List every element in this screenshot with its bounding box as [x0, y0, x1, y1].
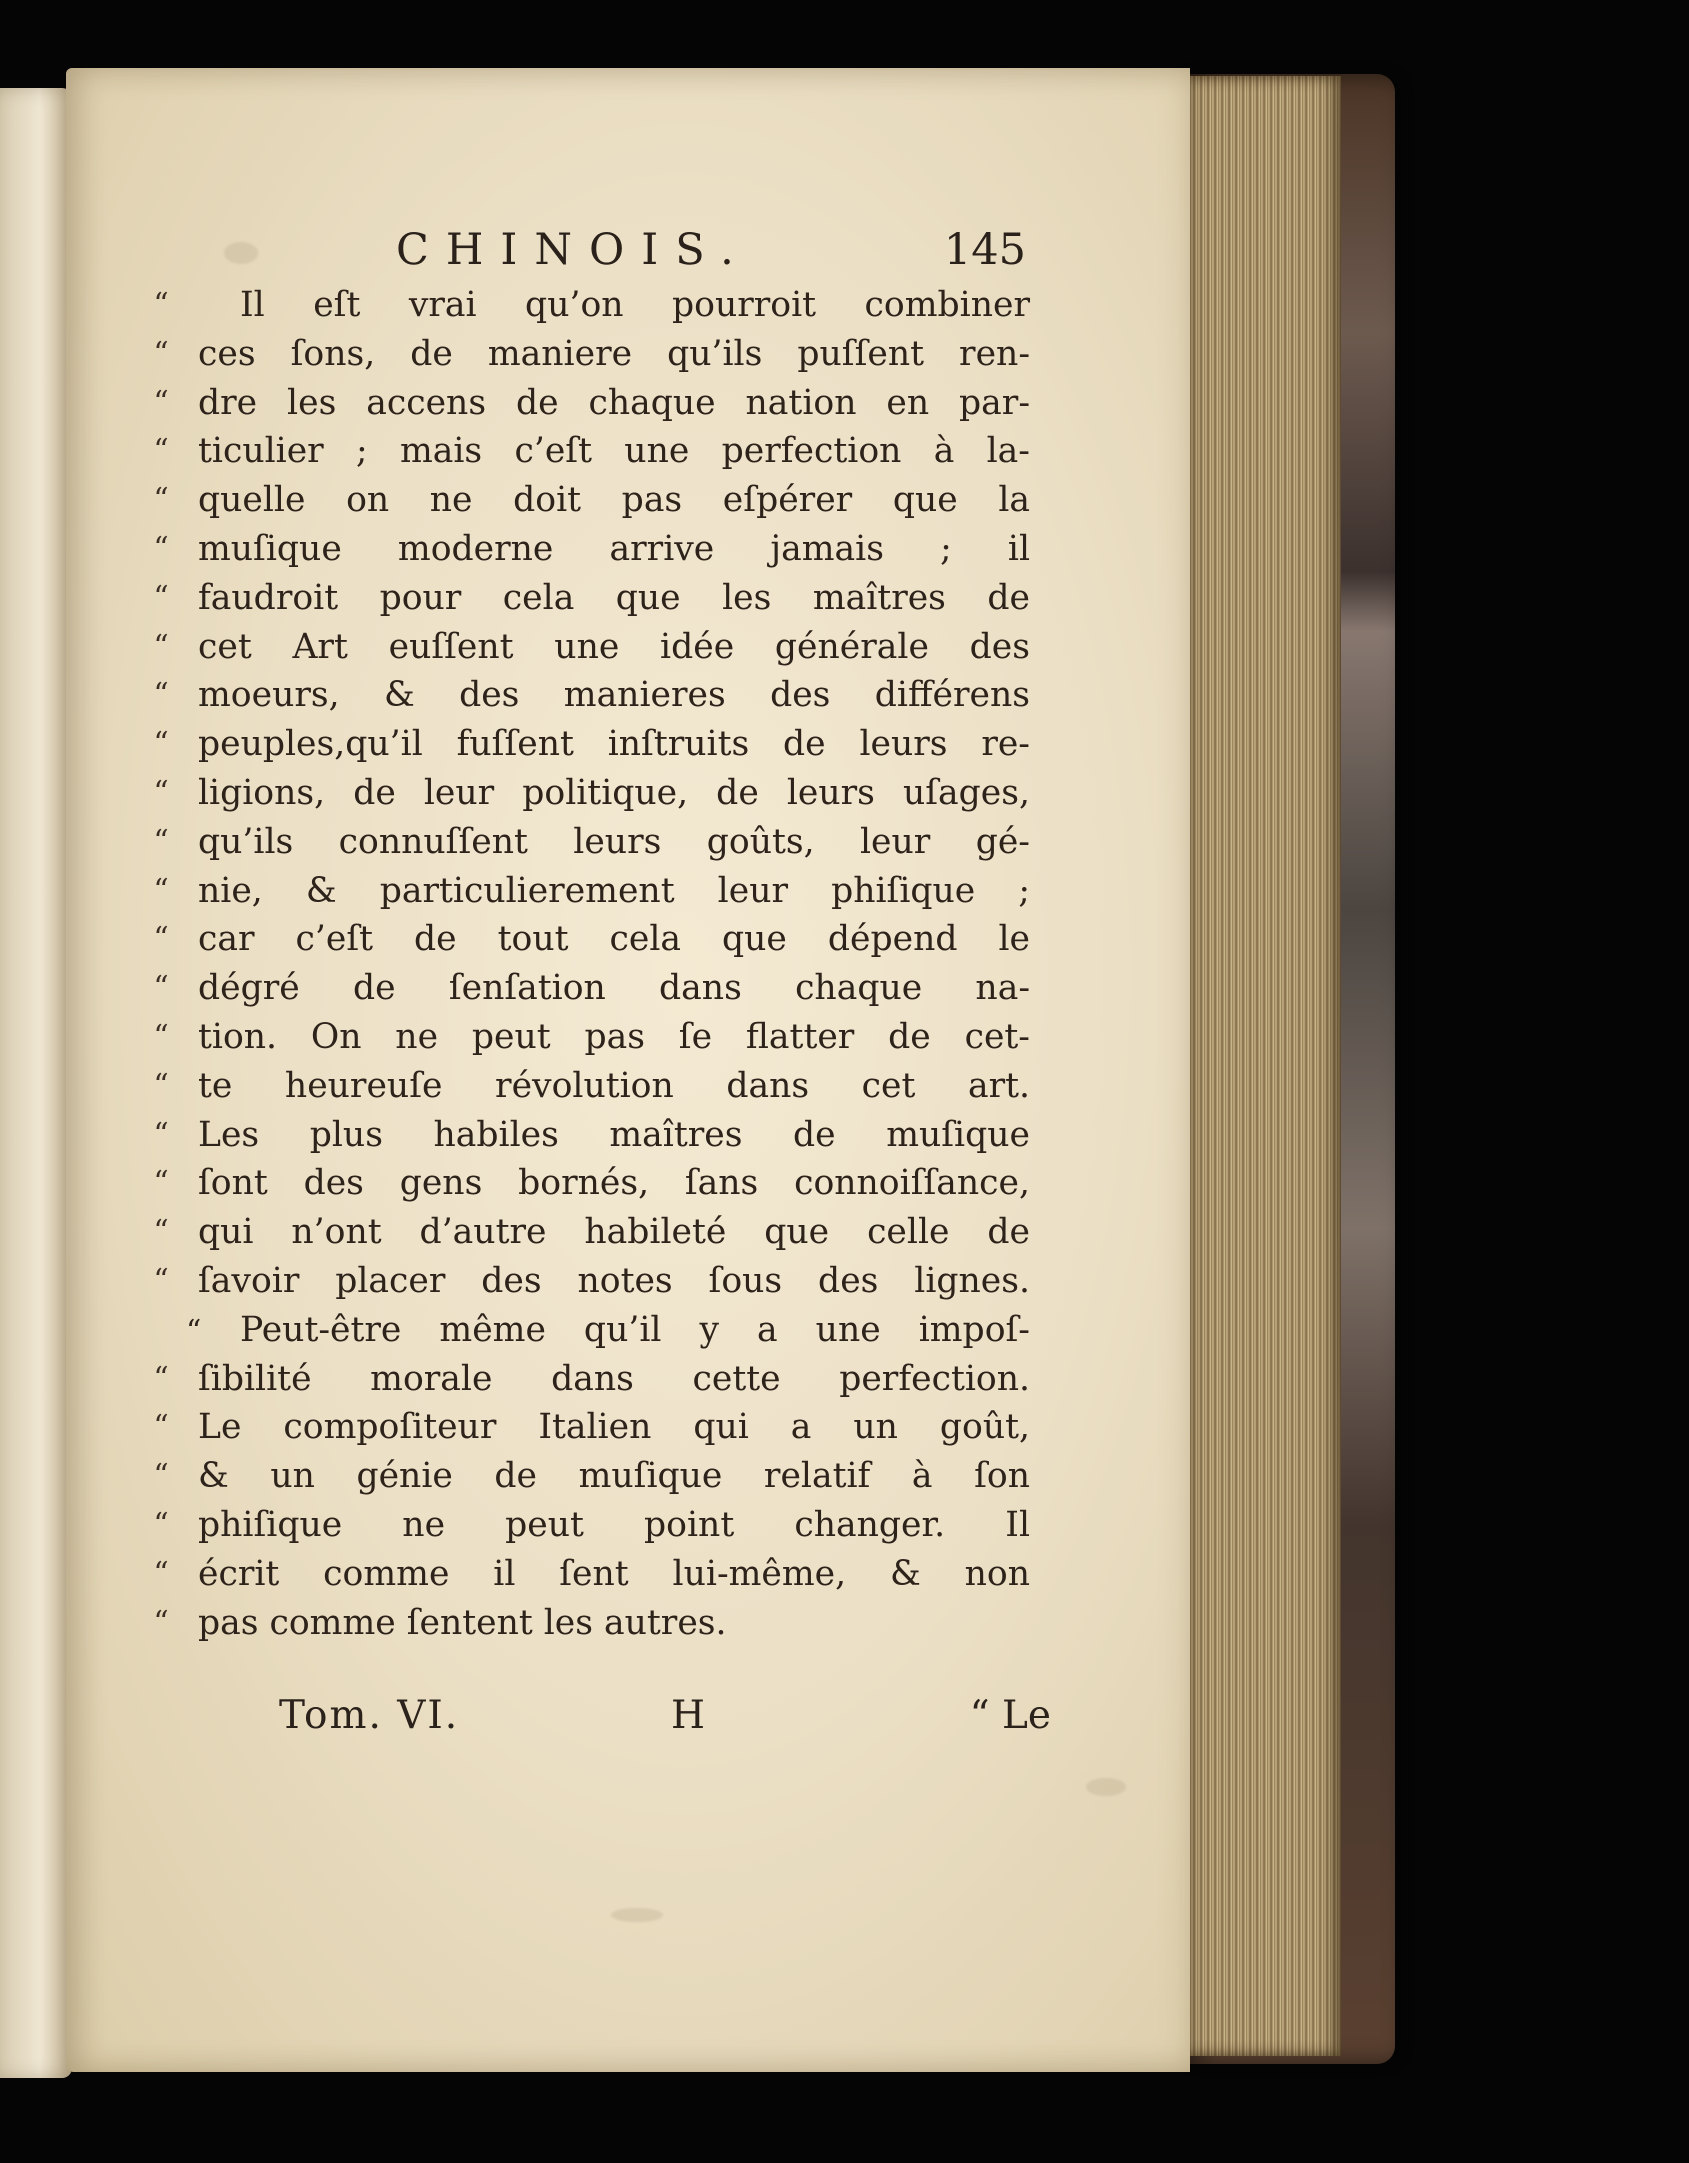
quotation-mark: “: [153, 579, 171, 615]
line-words: Le compoſiteur Italien qui a un goût,: [198, 1407, 1030, 1448]
text-line: [153, 1013, 1040, 1062]
running-head: CHINOIS.: [396, 225, 751, 275]
quotation-mark: “: [153, 482, 171, 518]
quotation-mark: “: [153, 1506, 171, 1542]
text-line: [153, 1208, 1040, 1257]
quotation-mark: “: [153, 1262, 171, 1298]
inline-quotation-mark: “: [186, 1313, 204, 1349]
quotation-mark: “: [153, 1165, 171, 1201]
line-text: [198, 1599, 1030, 1648]
quotation-mark: “: [153, 433, 171, 469]
text-line: [153, 1452, 1040, 1501]
text-line: [153, 915, 1040, 964]
text-line: [153, 1111, 1040, 1160]
quotation-mark: “: [153, 628, 171, 664]
text-line: [153, 1550, 1040, 1599]
line-words: qu’ils connuſſent leurs goûts, leur gé-: [198, 821, 1030, 862]
line-text: [198, 867, 1030, 916]
quotation-mark: “: [153, 774, 171, 810]
text-line: [153, 1159, 1040, 1208]
catchword: “ Le: [969, 1693, 1051, 1738]
line-words: te heureuſe révolution dans cet art.: [198, 1065, 1030, 1106]
line-text: [198, 1403, 1030, 1452]
quotation-mark: “: [153, 335, 171, 371]
line-text: [198, 1159, 1030, 1208]
line-words: tion. On ne peut pas ſe flatter de cet-: [198, 1016, 1030, 1057]
page-header: [326, 219, 1026, 289]
line-words: qui n’ont d’autre habileté que celle de: [198, 1212, 1030, 1253]
paper-foxing-spot: [1086, 1778, 1126, 1796]
text-line: [153, 330, 1040, 379]
line-text: [198, 574, 1030, 623]
quotation-mark: “: [153, 970, 171, 1006]
line-text: [198, 330, 1030, 379]
line-words: ſavoir placer des notes ſous des lignes.: [198, 1260, 1030, 1301]
line-text: [198, 427, 1030, 476]
paper-foxing-spot: [611, 1908, 663, 1922]
quotation-mark: “: [153, 1409, 171, 1445]
line-words: ligions, de leur politique, de leurs uſages,: [198, 772, 1030, 813]
page-number: 145: [943, 225, 1026, 275]
quotation-mark: “: [153, 677, 171, 713]
line-words: ſibilité morale dans cette perfection.: [198, 1358, 1030, 1399]
text-line: [153, 1062, 1040, 1111]
quotation-mark: “: [153, 530, 171, 566]
line-text: [198, 476, 1030, 525]
line-text: [198, 964, 1030, 1013]
quotation-mark: “: [153, 872, 171, 908]
book-fore-edge: [1183, 76, 1341, 2056]
text-line: [153, 379, 1040, 428]
line-text: [186, 1306, 1030, 1357]
text-line: [153, 867, 1040, 916]
text-line: [153, 476, 1040, 525]
text-line: [153, 671, 1040, 720]
page-footer: [279, 1690, 1051, 1745]
line-words: faudroit pour cela que les maîtres de: [198, 577, 1030, 618]
line-words: Peut-être même qu’il y a une impoſ-: [240, 1309, 1030, 1350]
line-words: quelle on ne doit pas eſpérer que la: [198, 480, 1030, 521]
line-words: nie, & particulierement leur phiſique ;: [198, 870, 1030, 911]
text-line: [153, 818, 1040, 867]
text-line: [186, 1306, 1040, 1355]
line-words: pas comme ſentent les autres.: [198, 1602, 727, 1643]
left-page-edge: [0, 88, 72, 2078]
text-line: [153, 525, 1040, 574]
line-text: [198, 1355, 1030, 1404]
text-line: [153, 1599, 1040, 1648]
line-text: [198, 525, 1030, 574]
line-words: cet Art euſſent une idée générale des: [198, 626, 1030, 667]
line-text: [198, 623, 1030, 672]
line-text: [198, 1111, 1030, 1160]
line-text: [198, 379, 1030, 428]
text-line: [153, 281, 1040, 330]
text-line: [153, 1403, 1040, 1452]
line-words: ſont des gens bornés, ſans connoiſſance,: [198, 1163, 1030, 1204]
line-words: dre les accens de chaque nation en par-: [198, 382, 1030, 423]
quotation-mark: “: [153, 1555, 171, 1591]
quotation-mark: “: [153, 1067, 171, 1103]
line-text: [198, 281, 1030, 330]
quotation-mark: “: [153, 287, 171, 322]
text-line: [153, 720, 1040, 769]
line-words: & un génie de muſique relatif à ſon: [198, 1456, 1030, 1497]
line-text: [198, 1013, 1030, 1062]
printer-signature: H: [671, 1693, 706, 1738]
quotation-mark: “: [153, 384, 171, 420]
paper-foxing-spot: [224, 242, 258, 264]
quotation-mark: “: [153, 1458, 171, 1494]
text-line: [153, 964, 1040, 1013]
text-line: [153, 427, 1040, 476]
quotation-mark: “: [153, 1116, 171, 1152]
line-words: car c’eſt de tout cela que dépend le: [198, 919, 1030, 960]
line-text: [198, 1550, 1030, 1599]
text-line: [153, 1501, 1040, 1550]
quotation-mark: “: [153, 1360, 171, 1396]
text-line: [153, 769, 1040, 818]
quotation-mark: “: [153, 726, 171, 762]
line-text: [198, 1452, 1030, 1501]
quotation-mark: “: [153, 1604, 171, 1640]
line-text: [198, 720, 1030, 769]
text-line: [153, 1355, 1040, 1404]
line-text: [198, 915, 1030, 964]
line-text: [198, 1257, 1030, 1306]
quotation-mark: “: [153, 921, 171, 957]
line-text: [198, 1062, 1030, 1111]
text-line: [153, 574, 1040, 623]
text-line: [153, 623, 1040, 672]
line-text: [198, 671, 1030, 720]
line-text: [198, 769, 1030, 818]
line-words: peuples,qu’il fuſſent inſtruits de leurs re-: [198, 724, 1030, 765]
line-words: ticulier ; mais c’eſt une perfection à la-: [198, 431, 1030, 472]
line-words: écrit comme il ſent lui-même, & non: [198, 1553, 1030, 1594]
line-text: [198, 1208, 1030, 1257]
quotation-mark: “: [153, 1214, 171, 1250]
line-words: dégré de ſenſation dans chaque na-: [198, 968, 1030, 1009]
quotation-mark: “: [153, 1018, 171, 1054]
line-words: Les plus habiles maîtres de muſique: [198, 1114, 1030, 1155]
line-words: muſique moderne arrive jamais ; il: [198, 528, 1030, 569]
line-words: moeurs, & des manieres des différens: [198, 675, 1030, 716]
line-words: Il eſt vrai qu’on pourroit combiner: [240, 285, 1030, 325]
text-line: [153, 1257, 1040, 1306]
line-text: [198, 818, 1030, 867]
line-words: phiſique ne peut point changer. Il: [198, 1504, 1030, 1545]
body-text: [153, 281, 1040, 1647]
line-text: [198, 1501, 1030, 1550]
quotation-mark: “: [153, 823, 171, 859]
line-words: ces ſons, de maniere qu’ils puſſent ren-: [198, 333, 1030, 374]
volume-mark: Tom. VI.: [279, 1693, 460, 1738]
